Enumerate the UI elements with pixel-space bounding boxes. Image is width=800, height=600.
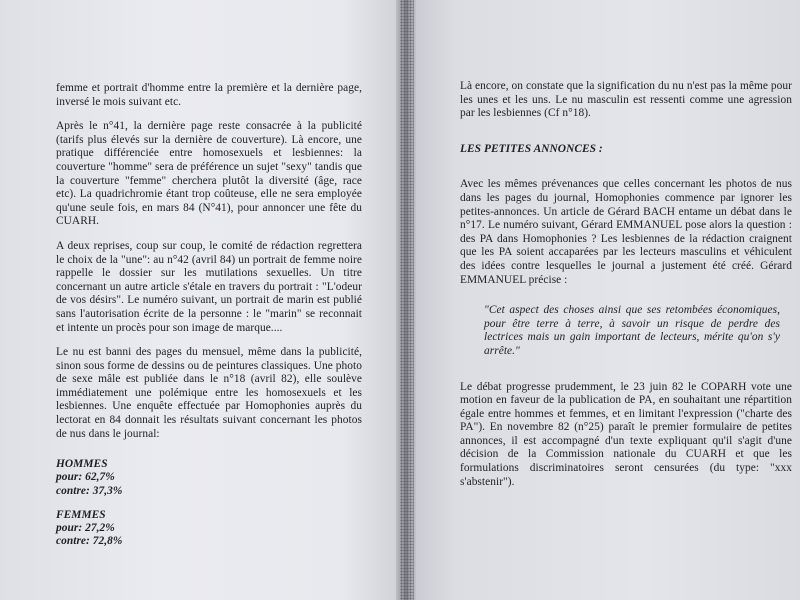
- left-column: [56, 82, 362, 548]
- paragraph-intro: Là encore, on constate que la signification du nu n'est pas la même pour les unes et les uns. Le nu masculin est ressenti comme une agression par les lesbiennes (Cf n°18).: [460, 80, 792, 120]
- men-heading: HOMMES: [56, 458, 108, 471]
- men-against: contre: 37,3%: [56, 484, 123, 497]
- paragraph-nudity: Le nu est banni des pages du mensuel, même dans la publicité, sinon sous forme de dessins ou de peintures classiques. Une photo de sexe mâle est publiée dans le n°18 (avril 82), elle soulève immédiatement une polémique entre les homosexuels et les lesbiennes. Une enquête effectuée par Homophonies auprès du lectorat en 84 donnait les résultats suivant concernant les photos de nus dans le journal:: [56, 346, 362, 440]
- gutter-shadow: [400, 0, 414, 600]
- paragraph-classifieds: Avec les mêmes prévenances que celles concernant les photos de nus dans les pages du journal, Homophonies commence par ignorer les petites-annonces. Un article de Gérard BACH entame un débat dans le n°17. Le numéro suivant, Gérard EMMANUEL pose alors la question : des PA dans Homophonies ? Les lesbiennes de la rédaction craignent que les PA soient accaparées par les lecteurs masculins et véhiculent des idées contre lesquelles le journal a justement été créé. Gérard EMMANUEL précise :: [460, 178, 792, 286]
- survey-results: [56, 458, 362, 548]
- right-column: [460, 80, 792, 489]
- paragraph-cover-choice: A deux reprises, coup sur coup, le comité de rédaction regrettera le choix de la "une": au n°42 (avril 84) un portrait de femme noire rappelle le dossier sur les mutilations sexuelles. Un titre concernant un autre article s'étale en travers du portrait : "L'odeur de vos désirs". Le numéro suivant, un portrait de marin est publié sans l'autorisation écrite de la personne : le "marin" se reconnait et intente un procès pour son image de marque....: [56, 239, 362, 334]
- paragraph-advertising: Après le n°41, la dernière page reste consacrée à la publicité (tarifs plus élevés sur la dernière de couverture). Là encore, une pratique différenciée entre homosexuels et lesbiennes: la couverture "homme" sera de préférence un sujet "sexy" tandis que la couverture "femme" cherchera plutôt la diversité (âge, race etc). La quadrichromie étant trop coûteuse, elle ne sera employée qu'une seule fois, en mars 84 (N°41), pour annoncer une fête du CUARH.: [56, 120, 362, 228]
- women-heading: FEMMES: [56, 508, 106, 521]
- women-for: pour: 27,2%: [56, 522, 115, 535]
- paragraph-continuation: femme et portrait d'homme entre la première et la dernière page, inversé le mois suivant etc.: [56, 82, 362, 108]
- block-quote: "Cet aspect des choses ainsi que ses retombées économiques, pour être terre à terre, à savoir un risque de perdre des lectrices mais un gain important de lecteurs, mérite qu'on s'y arrête.": [484, 304, 780, 357]
- section-heading: LES PETITES ANNONCES :: [460, 142, 603, 155]
- paragraph-debate: Le débat progresse prudemment, le 23 juin 82 le COPARH vote une motion en faveur de la publication de PA, en souhaitant une répartition égale entre hommes et femmes, et en limitant l'expression ("charte des PA"). En novembre 82 (n°25) paraît le premier formulaire de petites annonces, il est accompagné d'un texte expliquant qu'il s'agit d'une décision de la Commission nationale du CUARH et que les formulations discriminatoires seront censurées (du type: "xxx s'abstenir").: [460, 380, 792, 488]
- women-against: contre: 72,8%: [56, 535, 123, 548]
- men-for: pour: 62,7%: [56, 471, 115, 484]
